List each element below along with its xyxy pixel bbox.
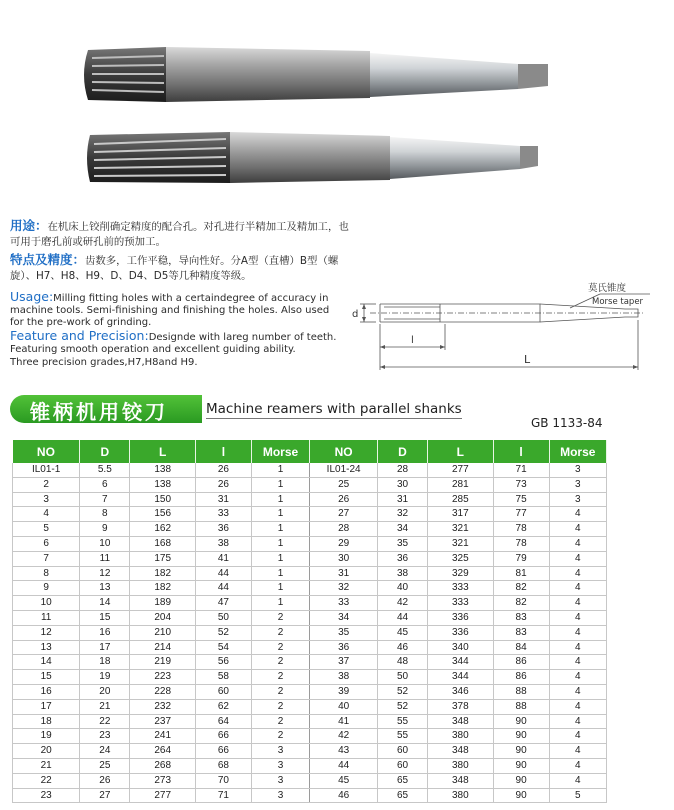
table-cell: 10 — [80, 536, 130, 551]
table-cell: 17 — [13, 699, 80, 714]
table-header-row — [13, 440, 607, 463]
table-cell: 58 — [196, 670, 252, 685]
table-cell: 25 — [310, 477, 378, 492]
table-cell: 50 — [196, 610, 252, 625]
table-cell: 6 — [13, 536, 80, 551]
table-cell: 1 — [251, 522, 309, 537]
table-cell: 348 — [428, 773, 494, 788]
table-cell: 33 — [310, 596, 378, 611]
table-row — [13, 507, 607, 522]
table-row — [13, 640, 607, 655]
table-cell: 162 — [130, 522, 196, 537]
table-cell: 65 — [378, 773, 428, 788]
table-cell: 75 — [493, 492, 549, 507]
table-cell: 2 — [13, 477, 80, 492]
table-cell: 82 — [493, 596, 549, 611]
usage-en-text: Milling fitting holes with a certaindegree of accuracy in machine tools. Semi-finishing and finishing the holes. Also used for the pre-work of grinding. — [10, 293, 330, 328]
table-cell: 228 — [130, 684, 196, 699]
table-row — [13, 610, 607, 625]
table-cell: 3 — [251, 744, 309, 759]
table-cell: 73 — [493, 477, 549, 492]
table-cell: 13 — [80, 581, 130, 596]
table-cell: 18 — [13, 714, 80, 729]
table-cell: 50 — [378, 670, 428, 685]
table-cell: 18 — [80, 655, 130, 670]
table-cell: 38 — [196, 536, 252, 551]
table-row — [13, 773, 607, 788]
table-cell: 5 — [13, 522, 80, 537]
table-cell: 55 — [378, 729, 428, 744]
table-cell: 23 — [13, 788, 80, 803]
table-cell: 333 — [428, 596, 494, 611]
table-cell: 1 — [251, 536, 309, 551]
table-cell: 3 — [251, 773, 309, 788]
table-row — [13, 551, 607, 566]
table-row — [13, 758, 607, 773]
table-cell: 4 — [549, 625, 607, 640]
table-cell: 90 — [493, 758, 549, 773]
table-cell: 81 — [493, 566, 549, 581]
table-cell: 277 — [130, 788, 196, 803]
table-cell: 232 — [130, 699, 196, 714]
banner-title-cn: 锥柄机用铰刀 — [30, 400, 168, 424]
table-cell: 268 — [130, 758, 196, 773]
table-cell: 277 — [428, 463, 494, 477]
usage-cn-text: 在机床上铰削确定精度的配合孔。对孔进行半精加工及精加工，也可用于磨孔前或研孔前的预加工。 — [10, 221, 349, 248]
table-cell: 29 — [310, 536, 378, 551]
column-header: Morse — [549, 440, 607, 463]
features-cn-text: 齿数多，工作平稳，导向性好。分A型（直槽）B型（螺旋）、H7、H8、H9、D、D4、D5等几种精度等级。 — [10, 255, 339, 282]
table-cell: 175 — [130, 551, 196, 566]
table-cell: 34 — [310, 610, 378, 625]
table-cell: 79 — [493, 551, 549, 566]
table-cell: 30 — [310, 551, 378, 566]
table-cell: 44 — [196, 566, 252, 581]
table-cell: 60 — [196, 684, 252, 699]
feature-en-text: Designde with lareg number of teeth. Featuring smooth operation and excellent guiding ability. — [10, 332, 337, 355]
usage-en-label: Usage: — [10, 289, 54, 304]
table-cell: 27 — [310, 507, 378, 522]
table-cell: 20 — [13, 744, 80, 759]
column-header: l — [196, 440, 252, 463]
table-cell: 66 — [196, 729, 252, 744]
table-row — [13, 714, 607, 729]
table-cell: 56 — [196, 655, 252, 670]
table-cell: 41 — [310, 714, 378, 729]
table-cell: 3 — [251, 758, 309, 773]
table-row — [13, 536, 607, 551]
column-header: D — [80, 440, 130, 463]
table-cell: 46 — [310, 788, 378, 803]
table-cell: 340 — [428, 640, 494, 655]
table-cell: IL01-1 — [13, 463, 80, 477]
table-cell: 77 — [493, 507, 549, 522]
table-cell: 4 — [549, 684, 607, 699]
table-cell: 44 — [378, 610, 428, 625]
table-cell: 20 — [80, 684, 130, 699]
table-cell: 60 — [378, 744, 428, 759]
table-cell: 83 — [493, 625, 549, 640]
column-header: NO — [310, 440, 378, 463]
table-cell: 52 — [378, 684, 428, 699]
table-cell: 182 — [130, 581, 196, 596]
table-cell: 38 — [378, 566, 428, 581]
table-cell: 344 — [428, 670, 494, 685]
table-cell: 90 — [493, 773, 549, 788]
table-cell: 348 — [428, 744, 494, 759]
table-cell: 42 — [310, 729, 378, 744]
table-cell: 9 — [80, 522, 130, 537]
description-en — [10, 291, 340, 369]
table-cell: 84 — [493, 640, 549, 655]
table-cell: 4 — [549, 551, 607, 566]
table-cell: 12 — [13, 625, 80, 640]
table-cell: 321 — [428, 536, 494, 551]
table-cell: 40 — [310, 699, 378, 714]
column-header: L — [130, 440, 196, 463]
table-cell: 273 — [130, 773, 196, 788]
table-cell: 3 — [251, 788, 309, 803]
table-row — [13, 463, 607, 477]
table-cell: 17 — [80, 640, 130, 655]
table-cell: 90 — [493, 744, 549, 759]
table-cell: IL01-24 — [310, 463, 378, 477]
table-row — [13, 581, 607, 596]
table-cell: 14 — [13, 655, 80, 670]
table-cell: 11 — [13, 610, 80, 625]
table-cell: 5 — [549, 788, 607, 803]
table-cell: 55 — [378, 714, 428, 729]
table-cell: 52 — [196, 625, 252, 640]
table-cell: 78 — [493, 536, 549, 551]
table-row — [13, 788, 607, 803]
table-cell: 31 — [310, 566, 378, 581]
table-cell: 27 — [80, 788, 130, 803]
table-cell: 378 — [428, 699, 494, 714]
table-cell: 4 — [549, 536, 607, 551]
table-cell: 6 — [80, 477, 130, 492]
table-cell: 47 — [196, 596, 252, 611]
table-cell: 28 — [310, 522, 378, 537]
banner-title-en: Machine reamers with parallel shanks — [206, 401, 462, 417]
table-cell: 11 — [80, 551, 130, 566]
table-cell: 204 — [130, 610, 196, 625]
table-cell: 46 — [378, 640, 428, 655]
table-cell: 5.5 — [80, 463, 130, 477]
table-cell: 62 — [196, 699, 252, 714]
table-cell: 325 — [428, 551, 494, 566]
table-cell: 39 — [310, 684, 378, 699]
table-cell: 2 — [251, 670, 309, 685]
reamer-schematic-diagram — [340, 282, 670, 377]
column-header: l — [493, 440, 549, 463]
table-cell: 321 — [428, 522, 494, 537]
table-cell: 10 — [13, 596, 80, 611]
column-header: Morse — [251, 440, 309, 463]
table-cell: 2 — [251, 714, 309, 729]
table-cell: 40 — [378, 581, 428, 596]
table-cell: 9 — [13, 581, 80, 596]
table-cell: 182 — [130, 566, 196, 581]
table-cell: 333 — [428, 581, 494, 596]
table-cell: 336 — [428, 610, 494, 625]
table-row — [13, 655, 607, 670]
table-cell: 150 — [130, 492, 196, 507]
table-cell: 90 — [493, 788, 549, 803]
table-cell: 35 — [310, 625, 378, 640]
features-cn-label: 特点及精度： — [10, 252, 86, 267]
table-body — [13, 463, 607, 803]
table-cell: 3 — [13, 492, 80, 507]
table-row — [13, 744, 607, 759]
table-cell: 4 — [549, 581, 607, 596]
spec-table — [12, 440, 607, 803]
usage-en — [10, 291, 340, 329]
table-cell: 237 — [130, 714, 196, 729]
table-cell: 45 — [310, 773, 378, 788]
table-cell: 4 — [549, 655, 607, 670]
table-cell: 4 — [549, 670, 607, 685]
table-cell: 23 — [80, 729, 130, 744]
table-cell: 346 — [428, 684, 494, 699]
table-cell: 4 — [549, 758, 607, 773]
table-cell: 32 — [310, 581, 378, 596]
table-cell: 22 — [80, 714, 130, 729]
product-photo — [0, 0, 674, 200]
features-cn — [10, 252, 350, 284]
table-cell: 4 — [549, 507, 607, 522]
table-cell: 64 — [196, 714, 252, 729]
table-cell: 1 — [251, 596, 309, 611]
table-cell: 36 — [310, 640, 378, 655]
table-cell: 26 — [310, 492, 378, 507]
table-cell: 68 — [196, 758, 252, 773]
description-cn — [10, 218, 350, 284]
table-cell: 21 — [13, 758, 80, 773]
table-cell: 45 — [378, 625, 428, 640]
table-cell: 24 — [80, 744, 130, 759]
table-cell: 31 — [196, 492, 252, 507]
table-cell: 138 — [130, 477, 196, 492]
table-cell: 4 — [549, 699, 607, 714]
table-cell: 26 — [196, 463, 252, 477]
column-header: L — [428, 440, 494, 463]
table-cell: 38 — [310, 670, 378, 685]
dim-d-label: d — [352, 309, 359, 320]
table-row — [13, 492, 607, 507]
table-cell: 1 — [251, 507, 309, 522]
morse-taper-en: Morse taper — [592, 297, 644, 307]
table-cell: 7 — [13, 551, 80, 566]
table-cell: 31 — [378, 492, 428, 507]
table-cell: 4 — [549, 714, 607, 729]
table-cell: 223 — [130, 670, 196, 685]
table-cell: 3 — [549, 477, 607, 492]
table-cell: 4 — [549, 640, 607, 655]
table-cell: 285 — [428, 492, 494, 507]
table-cell: 219 — [130, 655, 196, 670]
table-cell: 1 — [251, 551, 309, 566]
table-row — [13, 699, 607, 714]
column-header: D — [378, 440, 428, 463]
table-row — [13, 684, 607, 699]
table-cell: 41 — [196, 551, 252, 566]
table-cell: 4 — [549, 610, 607, 625]
table-cell: 16 — [80, 625, 130, 640]
table-cell: 2 — [251, 684, 309, 699]
table-cell: 52 — [378, 699, 428, 714]
table-cell: 8 — [13, 566, 80, 581]
feature-en-label: Feature and Precision: — [10, 328, 149, 343]
table-cell: 26 — [80, 773, 130, 788]
table-cell: 82 — [493, 581, 549, 596]
table-row — [13, 522, 607, 537]
table-cell: 15 — [80, 610, 130, 625]
table-cell: 2 — [251, 655, 309, 670]
table-cell: 4 — [549, 566, 607, 581]
table-cell: 189 — [130, 596, 196, 611]
table-cell: 34 — [378, 522, 428, 537]
table-cell: 138 — [130, 463, 196, 477]
table-cell: 380 — [428, 729, 494, 744]
table-cell: 88 — [493, 684, 549, 699]
table-cell: 48 — [378, 655, 428, 670]
usage-cn — [10, 218, 350, 250]
table-row — [13, 729, 607, 744]
table-cell: 156 — [130, 507, 196, 522]
dim-l-label: l — [411, 335, 414, 346]
table-cell: 348 — [428, 714, 494, 729]
table-cell: 36 — [196, 522, 252, 537]
table-cell: 70 — [196, 773, 252, 788]
table-cell: 2 — [251, 610, 309, 625]
table-cell: 281 — [428, 477, 494, 492]
table-cell: 3 — [549, 492, 607, 507]
table-cell: 86 — [493, 655, 549, 670]
table-cell: 1 — [251, 581, 309, 596]
table-cell: 90 — [493, 729, 549, 744]
table-cell: 88 — [493, 699, 549, 714]
table-cell: 4 — [549, 596, 607, 611]
table-cell: 66 — [196, 744, 252, 759]
table-cell: 336 — [428, 625, 494, 640]
table-cell: 60 — [378, 758, 428, 773]
table-row — [13, 596, 607, 611]
table-cell: 26 — [196, 477, 252, 492]
reamer-straight-flute-photo — [84, 47, 548, 102]
table-cell: 241 — [130, 729, 196, 744]
table-cell: 4 — [549, 729, 607, 744]
table-cell: 30 — [378, 477, 428, 492]
table-cell: 380 — [428, 758, 494, 773]
table-row — [13, 625, 607, 640]
table-cell: 35 — [378, 536, 428, 551]
table-cell: 32 — [378, 507, 428, 522]
table-cell: 78 — [493, 522, 549, 537]
feature-en — [10, 330, 340, 356]
table-cell: 43 — [310, 744, 378, 759]
table-cell: 3 — [549, 463, 607, 477]
table-row — [13, 566, 607, 581]
table-cell: 54 — [196, 640, 252, 655]
table-cell: 22 — [13, 773, 80, 788]
table-cell: 19 — [80, 670, 130, 685]
table-cell: 329 — [428, 566, 494, 581]
table-cell: 4 — [549, 522, 607, 537]
table-cell: 37 — [310, 655, 378, 670]
table-cell: 2 — [251, 729, 309, 744]
table-cell: 8 — [80, 507, 130, 522]
table-cell: 14 — [80, 596, 130, 611]
table-cell: 19 — [13, 729, 80, 744]
table-cell: 16 — [13, 684, 80, 699]
table-cell: 44 — [196, 581, 252, 596]
table-cell: 168 — [130, 536, 196, 551]
table-cell: 15 — [13, 670, 80, 685]
table-cell: 4 — [549, 773, 607, 788]
table-cell: 21 — [80, 699, 130, 714]
table-cell: 36 — [378, 551, 428, 566]
table-cell: 2 — [251, 699, 309, 714]
table-cell: 90 — [493, 714, 549, 729]
table-cell: 344 — [428, 655, 494, 670]
table-cell: 28 — [378, 463, 428, 477]
table-cell: 380 — [428, 788, 494, 803]
table-cell: 65 — [378, 788, 428, 803]
table-cell: 44 — [310, 758, 378, 773]
table-row — [13, 477, 607, 492]
table-cell: 71 — [196, 788, 252, 803]
table-cell: 1 — [251, 566, 309, 581]
table-cell: 83 — [493, 610, 549, 625]
table-cell: 4 — [549, 744, 607, 759]
table-cell: 214 — [130, 640, 196, 655]
table-cell: 1 — [251, 492, 309, 507]
precision-grades: Three precision grades,H7,H8and H9. — [10, 357, 198, 368]
table-cell: 13 — [13, 640, 80, 655]
table-cell: 2 — [251, 625, 309, 640]
table-cell: 2 — [251, 640, 309, 655]
section-banner — [10, 395, 484, 425]
table-cell: 7 — [80, 492, 130, 507]
table-row — [13, 670, 607, 685]
table-cell: 1 — [251, 463, 309, 477]
morse-taper-cn: 莫氏锥度 — [588, 283, 627, 294]
usage-cn-label: 用途： — [10, 218, 48, 233]
table-cell: 264 — [130, 744, 196, 759]
table-cell: 71 — [493, 463, 549, 477]
reamer-spiral-flute-photo — [87, 132, 538, 183]
table-cell: 42 — [378, 596, 428, 611]
table-cell: 25 — [80, 758, 130, 773]
table-cell: 33 — [196, 507, 252, 522]
table-cell: 4 — [13, 507, 80, 522]
standard-code: GB 1133-84 — [531, 416, 603, 430]
table-cell: 1 — [251, 477, 309, 492]
table-cell: 210 — [130, 625, 196, 640]
table-cell: 317 — [428, 507, 494, 522]
dim-L-label: L — [524, 353, 531, 366]
column-header: NO — [13, 440, 80, 463]
table-cell: 86 — [493, 670, 549, 685]
table-cell: 12 — [80, 566, 130, 581]
